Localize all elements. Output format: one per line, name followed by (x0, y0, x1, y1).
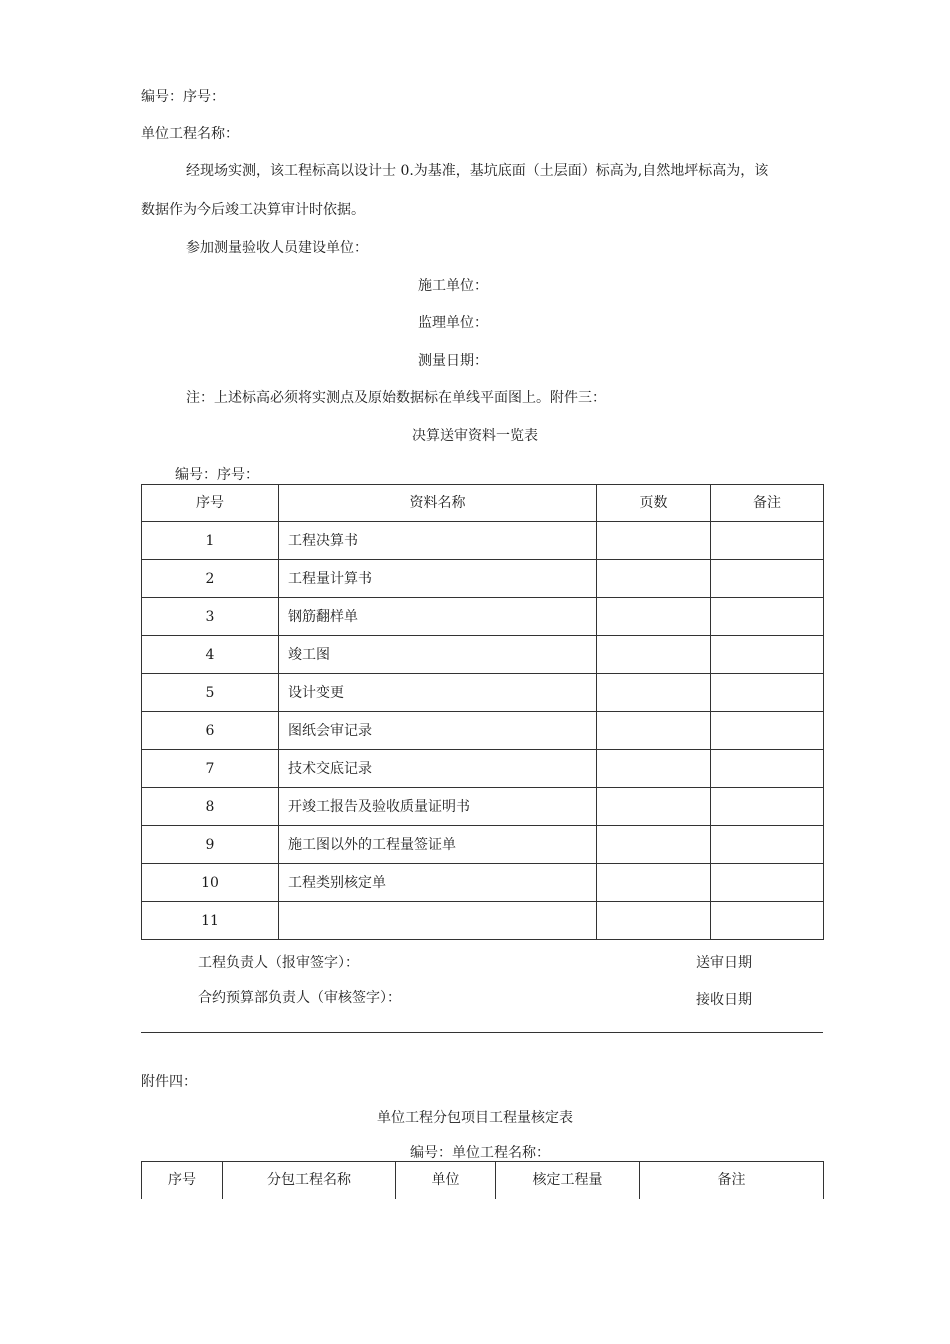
construction-unit-label: 施工单位： (418, 278, 488, 294)
annex4-label: 附件四： (141, 1074, 197, 1090)
document-name: 工程类别核定单 (279, 864, 597, 902)
remark (711, 522, 824, 560)
header-subcontract-name: 分包工程名称 (223, 1162, 396, 1199)
survey-paragraph-line1: 经现场实测，该工程标高以设计士 0.为基准，基坑底面（土层面）标高为,自然地坪标高为，该 (186, 163, 769, 179)
document-name: 设计变更 (279, 674, 597, 712)
row-number: 7 (142, 750, 279, 788)
page-count (597, 864, 711, 902)
document-name: 工程决算书 (279, 522, 597, 560)
table-row (142, 560, 824, 598)
page-count (597, 674, 711, 712)
subcontract-quantity-table (141, 1161, 824, 1199)
number-label: 编号：序号： (141, 89, 225, 105)
document-name: 竣工图 (279, 636, 597, 674)
budget-head-signature-label: 合约预算部负责人（审核签字）： (198, 990, 401, 1006)
table1-title: 决算送审资料一览表 (412, 428, 538, 444)
remark (711, 750, 824, 788)
page-count (597, 560, 711, 598)
header-unit: 单位 (396, 1162, 496, 1199)
row-number: 11 (142, 902, 279, 940)
annex4-number-label: 编号：单位工程名称： (410, 1145, 550, 1161)
header-approved-quantity: 核定工程量 (496, 1162, 640, 1199)
receive-date-label: 接收日期 (696, 992, 752, 1008)
table-row (142, 750, 824, 788)
survey-date-label: 测量日期： (418, 353, 488, 369)
document-name: 施工图以外的工程量签证单 (279, 826, 597, 864)
remark (711, 826, 824, 864)
table-header-row (142, 485, 824, 522)
row-number: 6 (142, 712, 279, 750)
page-count (597, 712, 711, 750)
row-number: 10 (142, 864, 279, 902)
note-text: 注：上述标高必须将实测点及原始数据标在单线平面图上。附件三： (186, 390, 606, 406)
row-number: 2 (142, 560, 279, 598)
supervision-unit-label: 监理单位： (418, 315, 488, 331)
annex4-title: 单位工程分包项目工程量核定表 (377, 1110, 573, 1126)
page-count (597, 788, 711, 826)
header-no: 序号 (142, 1162, 223, 1199)
page-count (597, 636, 711, 674)
row-number: 9 (142, 826, 279, 864)
remark (711, 902, 824, 940)
page-count (597, 598, 711, 636)
responsible-signature-label: 工程负责人（报审签字）： (198, 955, 359, 971)
document-name: 图纸会审记录 (279, 712, 597, 750)
remark (711, 560, 824, 598)
table-row (142, 788, 824, 826)
remark (711, 712, 824, 750)
document-name (279, 902, 597, 940)
remark (711, 788, 824, 826)
remark (711, 864, 824, 902)
unit-name-label: 单位工程名称： (141, 126, 239, 142)
page-count (597, 902, 711, 940)
document-name: 钢筋翻样单 (279, 598, 597, 636)
survey-paragraph-line2: 数据作为今后竣工决算审计时依据。 (141, 202, 365, 218)
row-number: 5 (142, 674, 279, 712)
header-no: 序号 (142, 485, 279, 522)
remark (711, 636, 824, 674)
table-row (142, 522, 824, 560)
table-row (142, 712, 824, 750)
document-name: 技术交底记录 (279, 750, 597, 788)
table-row (142, 864, 824, 902)
submission-documents-table (141, 484, 824, 940)
row-number: 3 (142, 598, 279, 636)
header-document-name: 资料名称 (279, 485, 597, 522)
row-number: 8 (142, 788, 279, 826)
page-count (597, 522, 711, 560)
table-row (142, 636, 824, 674)
header-remark: 备注 (711, 485, 824, 522)
header-pages: 页数 (597, 485, 711, 522)
remark (711, 598, 824, 636)
page-count (597, 826, 711, 864)
page-count (597, 750, 711, 788)
section-divider (141, 1032, 823, 1033)
row-number: 1 (142, 522, 279, 560)
row-number: 4 (142, 636, 279, 674)
table1-number-label: 编号：序号： (175, 467, 259, 483)
table-row (142, 598, 824, 636)
header-remark: 备注 (640, 1162, 824, 1199)
table-row (142, 826, 824, 864)
participants-label: 参加测量验收人员建设单位： (186, 240, 368, 256)
submit-date-label: 送审日期 (696, 955, 752, 971)
remark (711, 674, 824, 712)
document-name: 开竣工报告及验收质量证明书 (279, 788, 597, 826)
table-row (142, 674, 824, 712)
table-row (142, 902, 824, 940)
table-header-row (142, 1162, 824, 1199)
document-name: 工程量计算书 (279, 560, 597, 598)
